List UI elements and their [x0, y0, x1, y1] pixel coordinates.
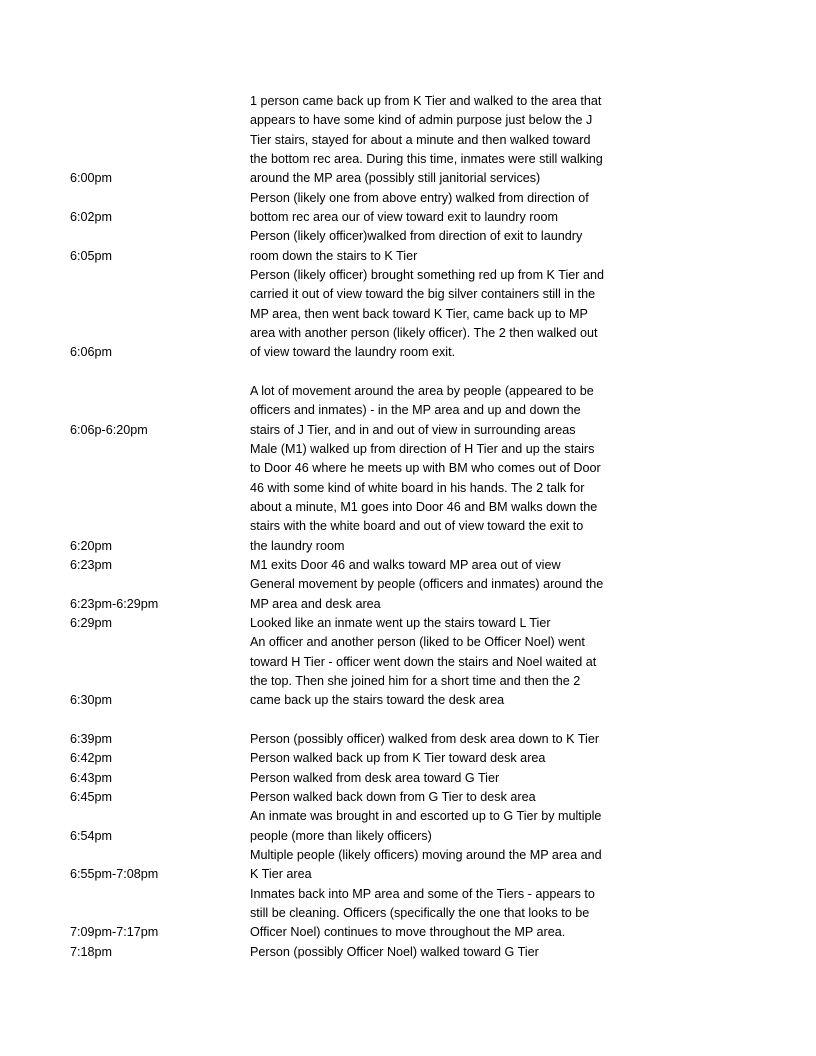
entry-description: [250, 614, 670, 633]
entry-time: 6:05pm: [70, 248, 113, 263]
log-entry: [0, 885, 816, 943]
entry-description: [250, 846, 670, 885]
description-line: came back up the stairs toward the desk area: [250, 693, 505, 708]
description-line: Multiple people (likely officers) moving around the MP area and: [250, 847, 602, 862]
description-line: MP area, then went back toward K Tier, came back up to MP: [250, 306, 588, 321]
log-entry: [0, 614, 816, 633]
description-line: Person (likely officer) brought something red up from K Tier and: [250, 267, 604, 282]
entry-description: [250, 440, 670, 556]
entry-description: [250, 633, 670, 710]
description-line: stairs with the white board and out of view toward the exit to: [250, 519, 584, 534]
entry-description: [250, 227, 670, 266]
description-line: room down the stairs to K Tier: [250, 248, 418, 263]
log-entry: [0, 227, 816, 266]
description-line: carried it out of view toward the big silver containers still in the: [250, 287, 596, 302]
description-line: around the MP area (possibly still janitorial services): [250, 171, 541, 186]
description-line: toward H Tier - officer went down the stairs and Noel waited at: [250, 654, 597, 669]
description-line: Person walked back down from G Tier to desk area: [250, 789, 536, 804]
entry-time: 6:00pm: [70, 171, 113, 186]
entry-time: 6:02pm: [70, 209, 113, 224]
entry-time: 6:54pm: [70, 828, 113, 843]
description-line: appears to have some kind of admin purpose just below the J: [250, 113, 593, 128]
description-line: Person walked from desk area toward G Tier: [250, 770, 500, 785]
entry-description: [250, 575, 670, 614]
log-entry: [0, 807, 816, 846]
log-entry: [0, 575, 816, 614]
description-line: 46 with some kind of white board in his hands. The 2 talk for: [250, 480, 585, 495]
log-entry: [0, 440, 816, 556]
description-line: M1 exits Door 46 and walks toward MP area out of view: [250, 557, 561, 572]
description-line: about a minute, M1 goes into Door 46 and BM walks down the: [250, 499, 598, 514]
log-entry: [0, 556, 816, 575]
entry-description: [250, 92, 670, 189]
entry-time: 6:30pm: [70, 693, 113, 708]
entry-time: 6:23pm-6:29pm: [70, 596, 159, 611]
entry-time: 7:18pm: [70, 944, 113, 959]
entry-time: 6:42pm: [70, 751, 113, 766]
description-line: Tier stairs, stayed for about a minute and then walked toward: [250, 132, 591, 147]
log-entry: [0, 788, 816, 807]
entry-time: 6:20pm: [70, 538, 113, 553]
description-line: Inmates back into MP area and some of the Tiers - appears to: [250, 886, 595, 901]
entry-time: 6:06p-6:20pm: [70, 422, 148, 437]
description-line: Person (possibly Officer Noel) walked toward G Tier: [250, 944, 539, 959]
entry-time: 7:09pm-7:17pm: [70, 925, 159, 940]
log-entry: [0, 266, 816, 363]
description-line: stairs of J Tier, and in and out of view in surrounding areas: [250, 422, 576, 437]
entry-time: 6:23pm: [70, 557, 113, 572]
description-line: people (more than likely officers): [250, 828, 432, 843]
entry-description: [250, 807, 670, 846]
description-line: 1 person came back up from K Tier and walked to the area that: [250, 94, 602, 108]
entry-time: 6:55pm-7:08pm: [70, 867, 159, 882]
description-line: Person (likely one from above entry) walked from direction of: [250, 190, 589, 205]
description-line: Person walked back up from K Tier toward desk area: [250, 751, 546, 766]
entry-time: 6:43pm: [70, 770, 113, 785]
description-line: Person (possibly officer) walked from desk area down to K Tier: [250, 731, 600, 746]
log-entry: [0, 749, 816, 768]
description-line: the laundry room: [250, 538, 345, 553]
entry-time: 6:29pm: [70, 615, 113, 630]
description-line: Person (likely officer)walked from direction of exit to laundry: [250, 229, 583, 244]
description-line: Male (M1) walked up from direction of H Tier and up the stairs: [250, 441, 595, 456]
description-line: bottom rec area our of view toward exit to laundry room: [250, 209, 558, 224]
log-entry: [0, 943, 816, 962]
log-entry: [0, 730, 816, 749]
description-line: K Tier area: [250, 867, 312, 882]
log-entry: [0, 769, 816, 788]
log-entry: [0, 189, 816, 228]
log-entry: [0, 846, 816, 885]
entry-description: [250, 556, 670, 575]
description-line: An inmate was brought in and escorted up to G Tier by multiple: [250, 809, 602, 824]
entry-time: 6:39pm: [70, 731, 113, 746]
description-line: area with another person (likely officer). The 2 then walked out: [250, 325, 598, 340]
description-line: still be cleaning. Officers (specifically the one that looks to be: [250, 905, 590, 920]
entry-description: [250, 943, 670, 962]
description-line: officers and inmates) - in the MP area and up and down the: [250, 403, 581, 418]
entry-description: [250, 788, 670, 807]
entry-description: [250, 749, 670, 768]
description-line: An officer and another person (liked to be Officer Noel) went: [250, 635, 585, 650]
entry-description: [250, 769, 670, 788]
entry-description: [250, 730, 670, 749]
description-line: A lot of movement around the area by people (appeared to be: [250, 383, 594, 398]
log-entry: [0, 382, 816, 440]
description-line: MP area and desk area: [250, 596, 381, 611]
entry-time: 6:06pm: [70, 345, 113, 360]
entry-description: [250, 382, 670, 440]
description-line: General movement by people (officers and inmates) around the: [250, 577, 604, 592]
description-line: Looked like an inmate went up the stairs toward L Tier: [250, 615, 551, 630]
description-line: to Door 46 where he meets up with BM who comes out of Door: [250, 461, 601, 476]
entry-description: [250, 885, 670, 943]
log-entry: [0, 92, 816, 189]
entry-description: [250, 266, 670, 363]
description-line: the top. Then she joined him for a short time and then the 2: [250, 673, 581, 688]
entry-time: 6:45pm: [70, 789, 113, 804]
log-entry: [0, 633, 816, 710]
description-line: of view toward the laundry room exit.: [250, 345, 456, 360]
entry-description: [250, 189, 670, 228]
description-line: Officer Noel) continues to move throughout the MP area.: [250, 925, 566, 940]
description-line: the bottom rec area. During this time, inmates were still walking: [250, 151, 603, 166]
